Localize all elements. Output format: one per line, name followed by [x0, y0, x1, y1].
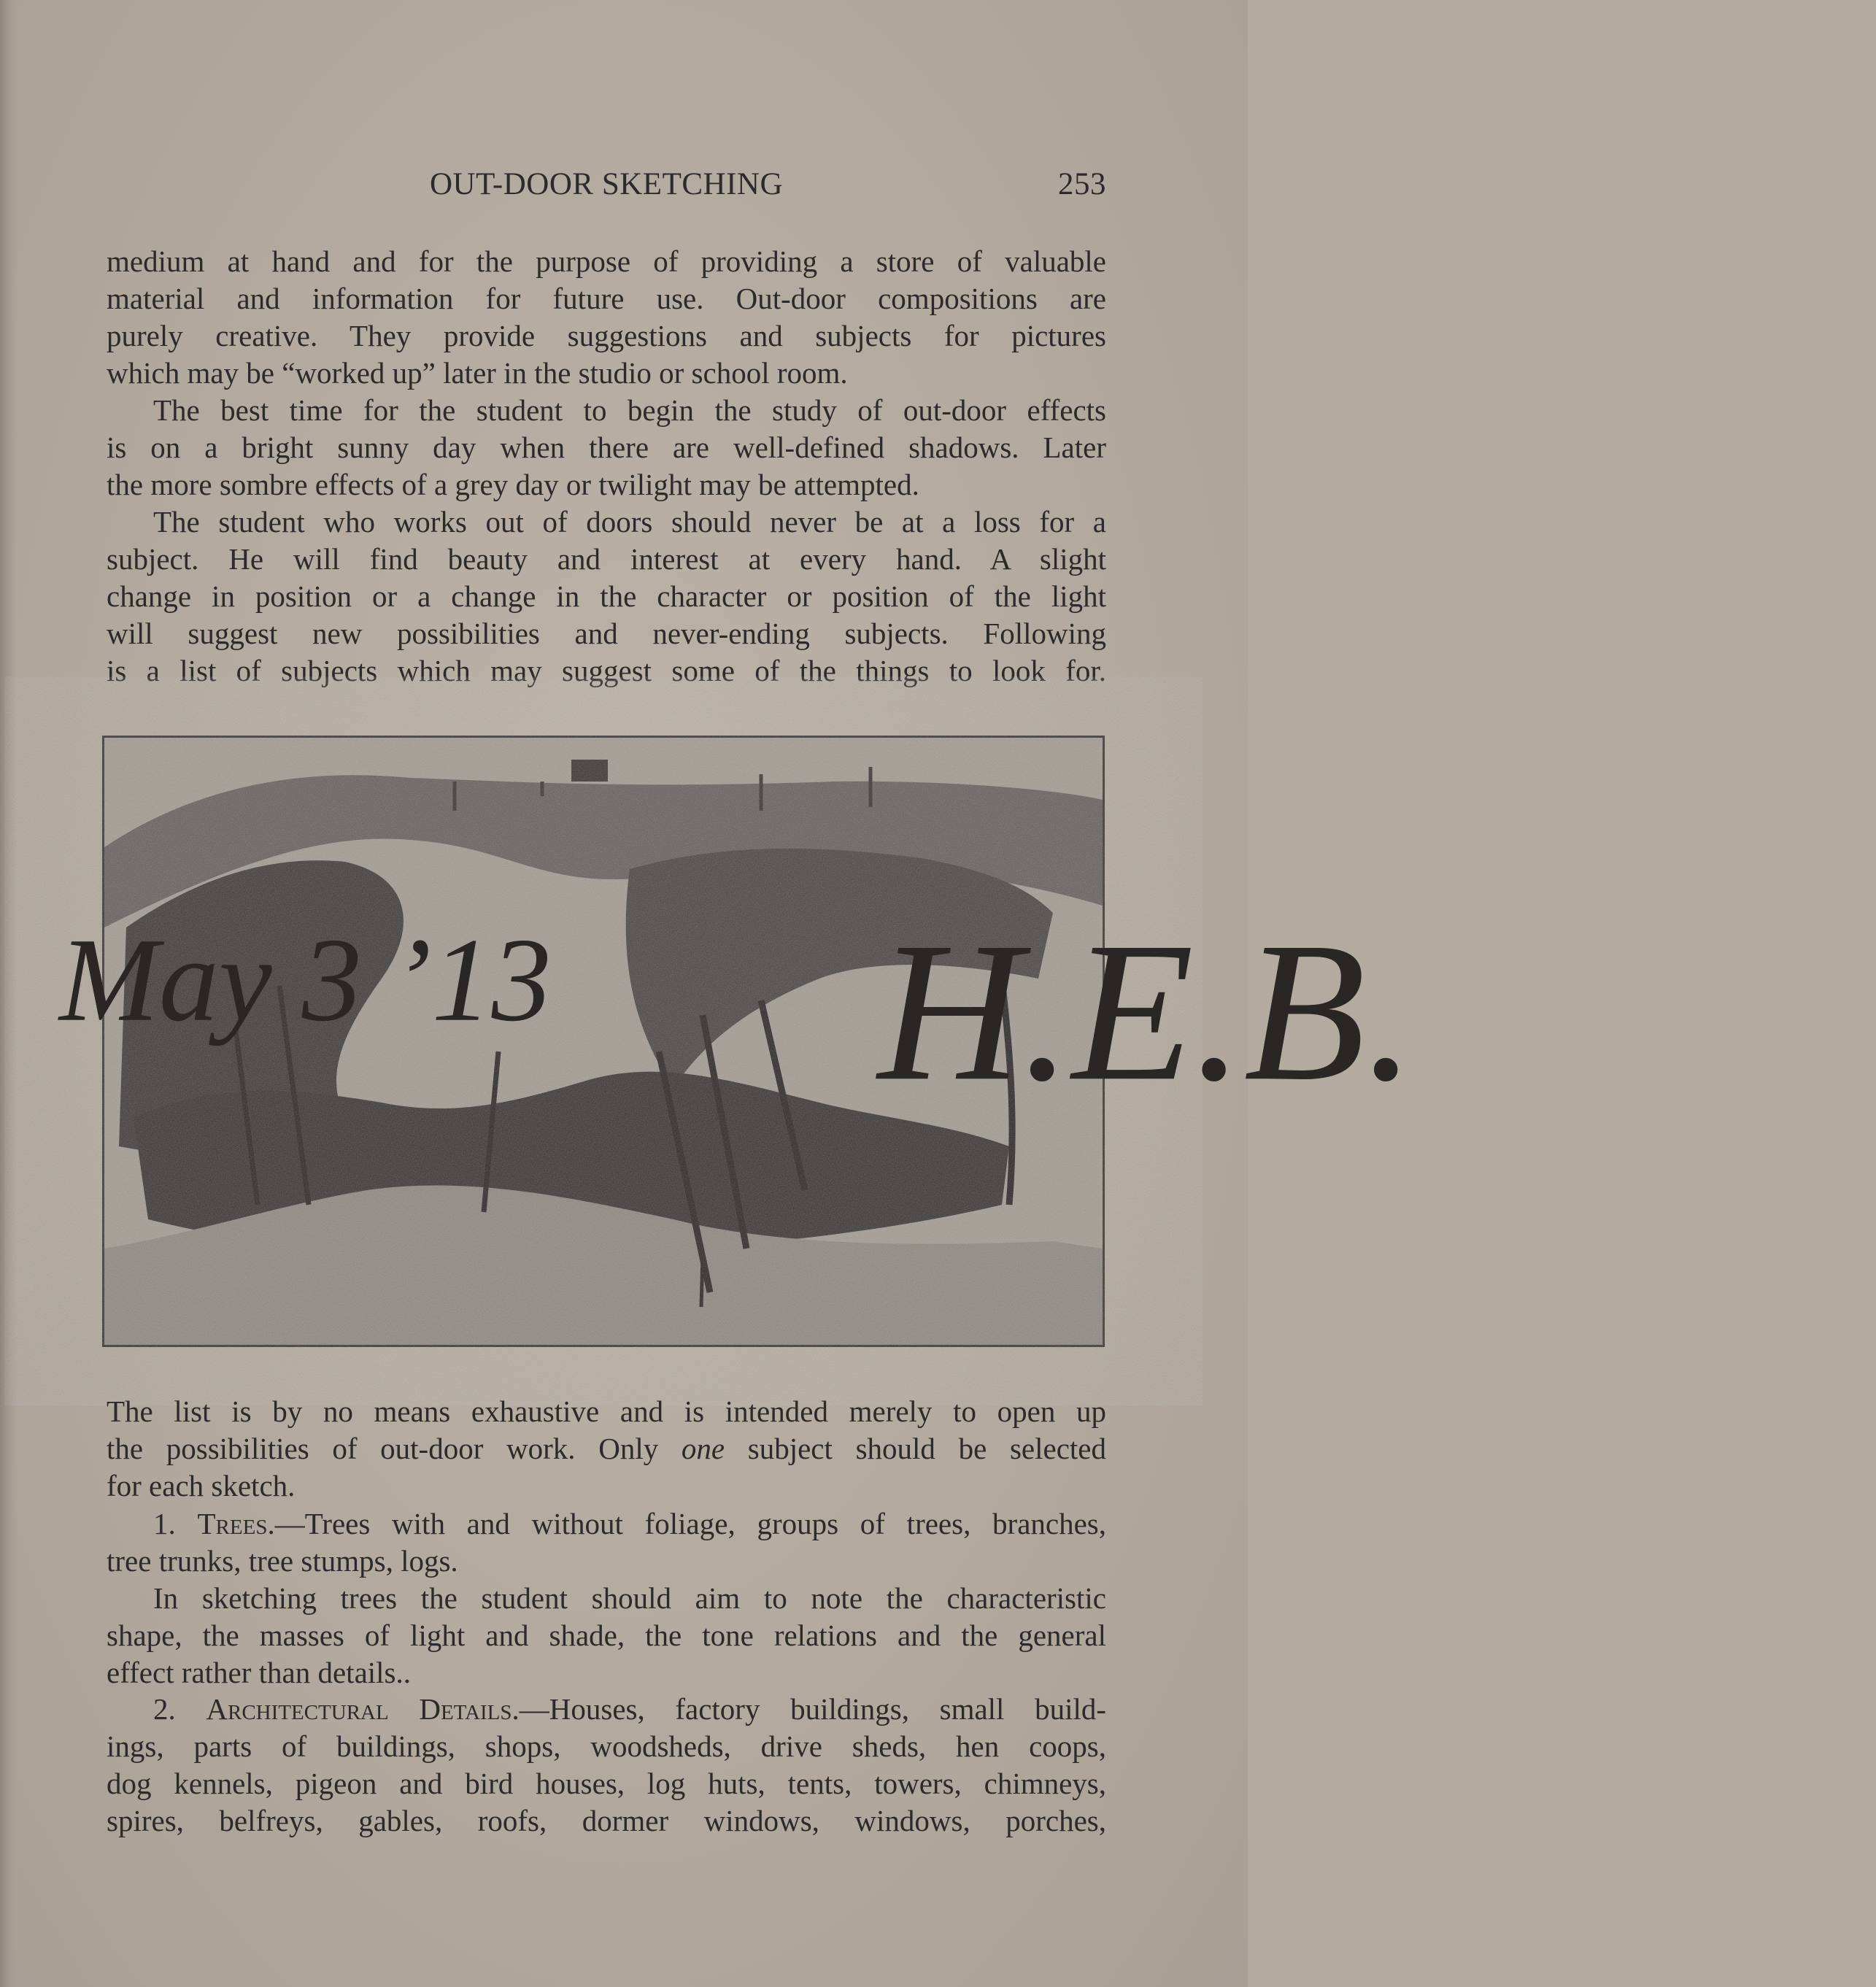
text-line: tree trunks, tree stumps, logs. — [107, 1544, 458, 1578]
book-spine-shadow — [0, 0, 18, 1987]
running-title: OUT-DOOR SKETCHING — [430, 167, 783, 201]
text-line: purely creative. They provide suggestions and subjects for pictures — [107, 319, 1106, 352]
emphasis-one: one — [681, 1432, 725, 1465]
landscape-sketch-illustration — [59, 736, 1416, 1347]
text-line — [107, 1691, 1106, 1728]
text-line: shape, the masses of light and shade, the tone relations and the general — [107, 1618, 1106, 1652]
svg-text:H.E.B.: H.E.B. — [878, 901, 1416, 1123]
text-line: dog kennels, pigeon and bird houses, log huts, tents, towers, chimneys, — [107, 1767, 1106, 1800]
text-line: change in position or a change in the character or position of the light — [107, 579, 1106, 613]
text-segment: subject should be selected — [747, 1432, 1106, 1465]
text-line: The list is by no means exhaustive and is intended merely to open up — [107, 1394, 1106, 1428]
item-number: 1. — [153, 1507, 176, 1540]
item-heading: Trees. — [197, 1507, 275, 1540]
text-line: is a list of subjects which may suggest some of the things to look for. — [107, 654, 1106, 687]
text-line: The best time for the student to begin the study of out-door effects — [153, 393, 1106, 427]
text-line: the more sombre effects of a grey day or twilight may be attempted. — [107, 468, 919, 501]
text-line: for each sketch. — [107, 1469, 296, 1502]
text-line — [107, 1430, 1106, 1467]
text-line: The student who works out of doors should never be at a loss for a — [153, 505, 1106, 539]
text-line — [107, 1505, 1106, 1543]
item-number: 2. — [153, 1692, 176, 1726]
text-line: In sketching trees the student should aim to note the characteristic — [153, 1581, 1106, 1615]
text-segment: —Trees with and without foliage, groups of trees, branches, — [274, 1507, 1107, 1540]
paragraph-list-intro — [107, 1393, 1106, 1505]
paragraph-subjects — [107, 503, 1106, 690]
text-line: will suggest new possibilities and never-ending subjects. Following — [107, 617, 1106, 650]
paragraph-sketching-trees — [107, 1580, 1106, 1691]
text-line: medium at hand and for the purpose of providing a store of valuable — [107, 244, 1106, 278]
running-header — [107, 166, 1106, 210]
list-item-architectural — [107, 1691, 1106, 1840]
text-line: material and information for future use. Out-door compositions are — [107, 282, 1106, 315]
artist-initials — [878, 709, 1876, 1316]
text-line: ings, parts of buildings, shops, woodsheds, drive sheds, hen coops, — [107, 1729, 1106, 1763]
text-line: subject. He will find beauty and interest at every hand. A slight — [107, 542, 1106, 576]
page-number: 253 — [1058, 167, 1106, 201]
paragraph-continuation — [107, 243, 1106, 392]
text-line: spires, belfreys, gables, roofs, dormer windows, windows, porches, — [107, 1804, 1106, 1837]
text-line: which may be “worked up” later in the studio or school room. — [107, 356, 848, 390]
paragraph-best-time — [107, 392, 1106, 503]
list-item-trees — [107, 1505, 1106, 1580]
text-line: is on a bright sunny day when there are well-defined shadows. Later — [107, 431, 1106, 464]
text-segment: the possibilities of out-door work. Only — [107, 1432, 659, 1465]
item-heading: Architectural Details. — [206, 1692, 520, 1726]
text-segment: —Houses, factory buildings, small build- — [519, 1692, 1107, 1726]
text-line: effect rather than details.. — [107, 1656, 412, 1689]
svg-text:May 3 ’13: May 3 ’13 — [59, 913, 552, 1046]
